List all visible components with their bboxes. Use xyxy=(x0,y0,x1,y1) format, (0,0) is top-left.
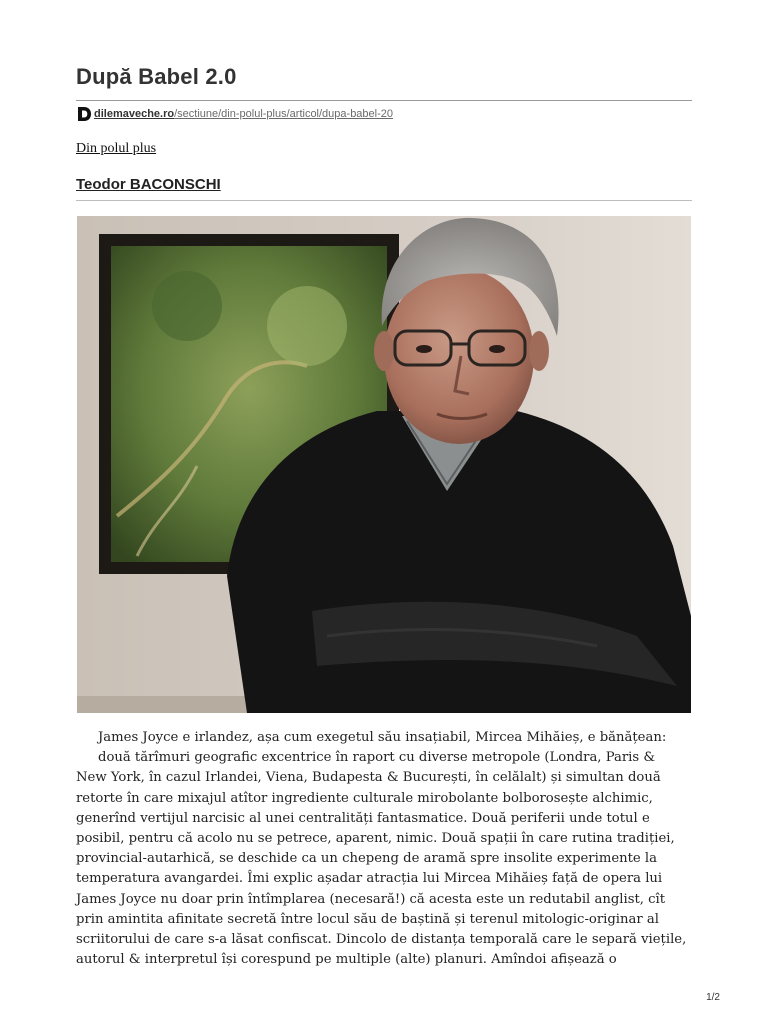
article-line: temperatura avangardei. Îmi explic așadar atracția lui Mircea Mihăieș față de opera lui xyxy=(76,871,663,887)
article-line: două tărîmuri geografic excentrice în raport cu diverse metropole (Londra, Paris & xyxy=(98,750,656,766)
article-line: James Joyce e irlandez, așa cum exegetul său insațiabil, Mircea Mihăieș, e bănățean: xyxy=(98,730,667,745)
author-divider xyxy=(76,200,692,201)
d-letter-icon xyxy=(76,106,92,122)
article-line: autorul & interpretul își corespund pe multiple (alte) planuri. Amîndoi afișează o xyxy=(76,952,617,968)
source-domain[interactable]: dilemaveche.ro xyxy=(94,108,175,120)
article-line: New York, în cazul Irlandei, Viena, Budapesta & București, în celălalt) și simultan două xyxy=(76,770,661,786)
section-link[interactable]: Din polul plus xyxy=(76,141,157,156)
article-body xyxy=(76,728,692,970)
source-link[interactable] xyxy=(76,106,393,122)
page-title: După Babel 2.0 xyxy=(76,64,237,89)
page-indicator: 1/2 xyxy=(706,992,720,1003)
article-line: generînd vertijul narcisic al unei centralități fantasmatice. Două periferii unde totul e xyxy=(76,810,650,826)
article-line: provincial-autarhică, se deschide ca un chepeng de aramă spre insolite experimente la xyxy=(76,851,658,867)
author-link[interactable]: Teodor BACONSCHI xyxy=(76,176,221,193)
article-line: James Joyce nu doar prin întîmplarea (necesară!) că acesta este un redutabil anglist, cît xyxy=(76,891,666,907)
article-line: scriitorului de care s-a lăsat confiscat. Dincolo de distanța temporală care le separă viețile, xyxy=(76,932,687,948)
article-line: retorte în care mixajul atîtor ingrediente culturale mirobolante bolborosește alchimic, xyxy=(76,790,653,806)
article-line: prin amintita afinitate secretă între locul său de baștină și terenul mitologic-originar al xyxy=(76,911,659,927)
author-photo xyxy=(77,216,691,713)
article-line: posibil, pentru că acolo nu se petrece, aparent, nimic. Două spații în care rutina tradiției, xyxy=(76,831,675,847)
source-path[interactable]: /sectiune/din-polul-plus/articol/dupa-babel-20 xyxy=(174,108,394,120)
title-divider xyxy=(76,100,692,101)
